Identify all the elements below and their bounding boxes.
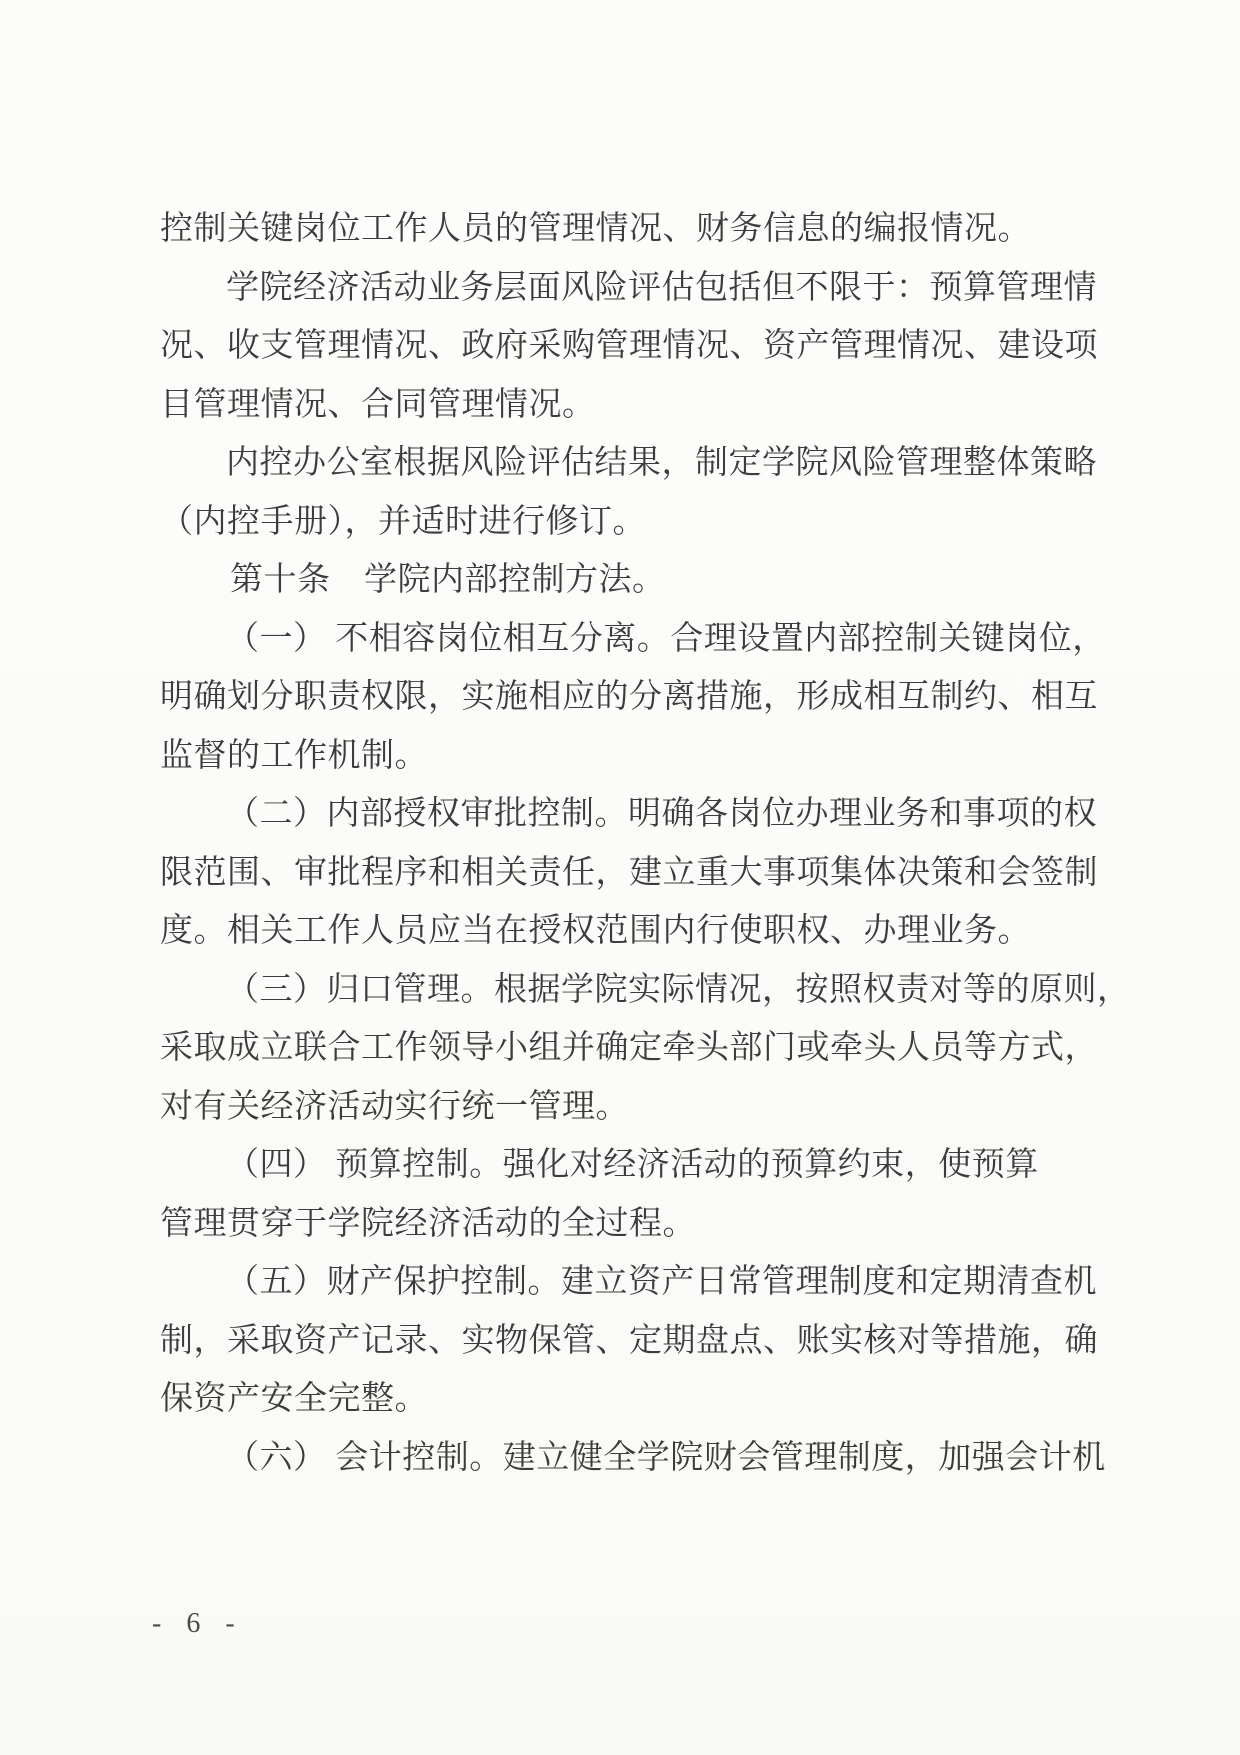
document-line: 目管理情况、合同管理情况。 [160,386,596,423]
document-line: （四） 预算控制。强化对经济活动的预算约束，使预算 [226,1147,1039,1183]
document-line: 采取成立联合工作领导小组并确定牵头部门或牵头人员等方式， [160,1030,1098,1066]
document-line: 对有关经济活动实行统一管理。 [160,1088,629,1125]
document-line: 制，采取资产记录、实物保管、定期盘点、账实核对等措施，确 [160,1322,1098,1359]
document-line: （内控手册），并适时进行修订。 [160,503,646,540]
document-line: 保资产安全完整。 [160,1381,428,1417]
document-line: 管理贯穿于学院经济活动的全过程。 [160,1205,696,1242]
document-line: 限范围、审批程序和相关责任，建立重大事项集体决策和会签制 [160,854,1098,891]
document-line: （三）归口管理。根据学院实际情况，按照权责对等的原则， [226,971,1131,1008]
document-line: 明确划分职责权限，实施相应的分离措施，形成相互制约、相互 [160,679,1098,715]
document-line: 监督的工作机制。 [160,737,428,774]
document-line: （五）财产保护控制。建立资产日常管理制度和定期清查机 [226,1264,1097,1300]
document-line: 控制关键岗位工作人员的管理情况、财务信息的编报情况。 [160,211,1031,247]
document-line: 学院经济活动业务层面风险评估包括但不限于：预算管理情 [226,269,1097,306]
document-line: （六） 会计控制。建立健全学院财会管理制度，加强会计机 [226,1439,1106,1476]
document-line: 度。相关工作人员应当在授权范围内行使职权、办理业务。 [160,913,1031,949]
document-line: （二）内部授权审批控制。明确各岗位办理业务和事项的权 [226,796,1097,832]
document-text-block [160,200,1131,1487]
document-line: （一） 不相容岗位相互分离。合理设置内部控制关键岗位， [226,620,1106,657]
document-line-article-heading: 第十条 学院内部控制方法。 [230,562,666,598]
page-number: - 6 - [152,1608,244,1639]
document-line: 内控办公室根据风险评估结果，制定学院风险管理整体策略 [226,445,1097,481]
document-line: 况、收支管理情况、政府采购管理情况、资产管理情况、建设项 [160,328,1098,364]
